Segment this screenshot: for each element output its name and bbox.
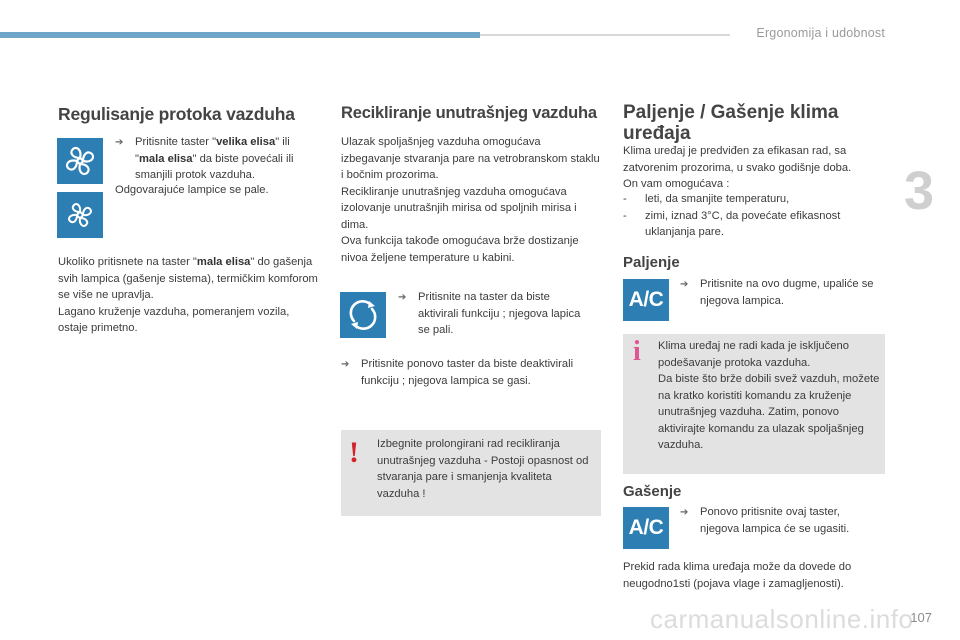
off-title: Gašenje (623, 483, 682, 500)
dash-item: - leti, da smanjite temperaturu, (623, 193, 790, 205)
col1-bullet-text: Pritisnite taster "velika elisa" ili "mala elisa" da biste povećali ili smanjili protok vazduha. (135, 136, 294, 181)
fan-large-icon (63, 144, 97, 178)
col3-intro: Klima uređaj je predviđen za efikasan rad, sa zatvorenim prozorima, u svako godišnje doba. On vam omogućava : (623, 145, 852, 190)
on-bullet-text: Pritisnite na ovo dugme, upaliće se njegova lampica. (700, 278, 874, 307)
col2-intro: Ulazak spoljašnjeg vazduha omogućava izbegavanje stvaranja pare na vetrobranskom staklu i bočnim prozorima. Recikliranje unutrašnjeg vazduha omogućava izolovanje unutrašnjih mirisa od spoljnih mirisa i dima. Ova funkcija takođe omogućava brže dostizanje nivoa željene temperature u kabini. (341, 136, 600, 264)
ac-on-button[interactable]: A/C (623, 279, 669, 321)
info-panel (623, 334, 885, 474)
bullet-mark: ➔ (680, 507, 689, 518)
recirculation-icon (345, 297, 381, 333)
col2-bullet-1 (398, 289, 583, 339)
recirculation-button[interactable] (340, 292, 386, 338)
col1-title: Regulisanje protoka vazduha (58, 104, 295, 124)
section-label: Ergonomija i udobnost (756, 26, 885, 40)
page-number: 107 (910, 610, 932, 625)
col2-bullet-2 (341, 356, 606, 389)
bullet-mark: ➔ (341, 359, 350, 370)
fan-small-icon (63, 198, 97, 232)
col2-title: Recikliranje unutrašnjeg vazduha (341, 104, 597, 122)
dash-item: - zimi, iznad 3°C, da povećate efikasnost uklanjanja pare. (623, 209, 841, 238)
watermark: carmanualsonline.info (650, 604, 914, 634)
fan-large-button[interactable] (57, 138, 103, 184)
col3-title: Paljenje / Gašenje klima uređaja (623, 102, 839, 144)
col2-bullet-1-text: Pritisnite na taster da biste aktivirali funkciju ; njegova lapica se pali. (418, 291, 581, 336)
col3-dash-list (623, 191, 885, 241)
col1-paragraph: Ukoliko pritisnete na taster "mala elisa" do gašenja svih lampica (gašenje sistema), termičkim komforom se više ne upravlja. Lagano kruženje vazduha, pomeranjem vozila, ostaje primetno. (58, 256, 318, 334)
info-text: Klima uređaj ne radi kada je isključeno podešavanje protoka vazduha. Da biste što brže dobili svež vazduh, možete na kratko koristiti komandu za kruženje unutrašnjeg vazduha. Zatim, ponovo aktivirajte komandu za ulazak spoljašnjeg vazduha. (658, 340, 880, 451)
off-bullet-text: Ponovo pritisnite ovaj taster, njegova lampica će se ugasiti. (700, 506, 850, 535)
header-rule (480, 34, 730, 36)
col1-bullet (115, 134, 315, 184)
header-accent-bar (0, 32, 480, 38)
col3-footer: Prekid rada klima uređaja može da dovede do neugodno1sti (pojava vlage i zamagljenosti). (623, 561, 852, 590)
bullet-mark: ➔ (680, 279, 689, 290)
on-bullet (680, 276, 880, 309)
bullet-mark: ➔ (115, 137, 124, 148)
on-title: Paljenje (623, 254, 680, 271)
fan-small-button[interactable] (57, 192, 103, 238)
warning-icon: ! (349, 436, 359, 469)
ac-off-button[interactable]: A/C (623, 507, 669, 549)
info-icon: i (633, 336, 641, 367)
chapter-number: 3 (904, 161, 935, 221)
lamp-note: Odgovarajuće lampice se pale. (115, 184, 269, 196)
off-bullet (680, 504, 880, 537)
col2-bullet-2-text: Pritisnite ponovo taster da biste deaktivirali funkciju ; njegova lampica se gasi. (361, 358, 574, 387)
warning-text: Izbegnite prolongirani rad recikliranja unutrašnjeg vazduha - Postoji opasnost od stvaranja pare i smanjenja kvaliteta vazduha ! (377, 438, 589, 500)
warning-panel (341, 430, 601, 516)
bullet-mark: ➔ (398, 292, 407, 303)
